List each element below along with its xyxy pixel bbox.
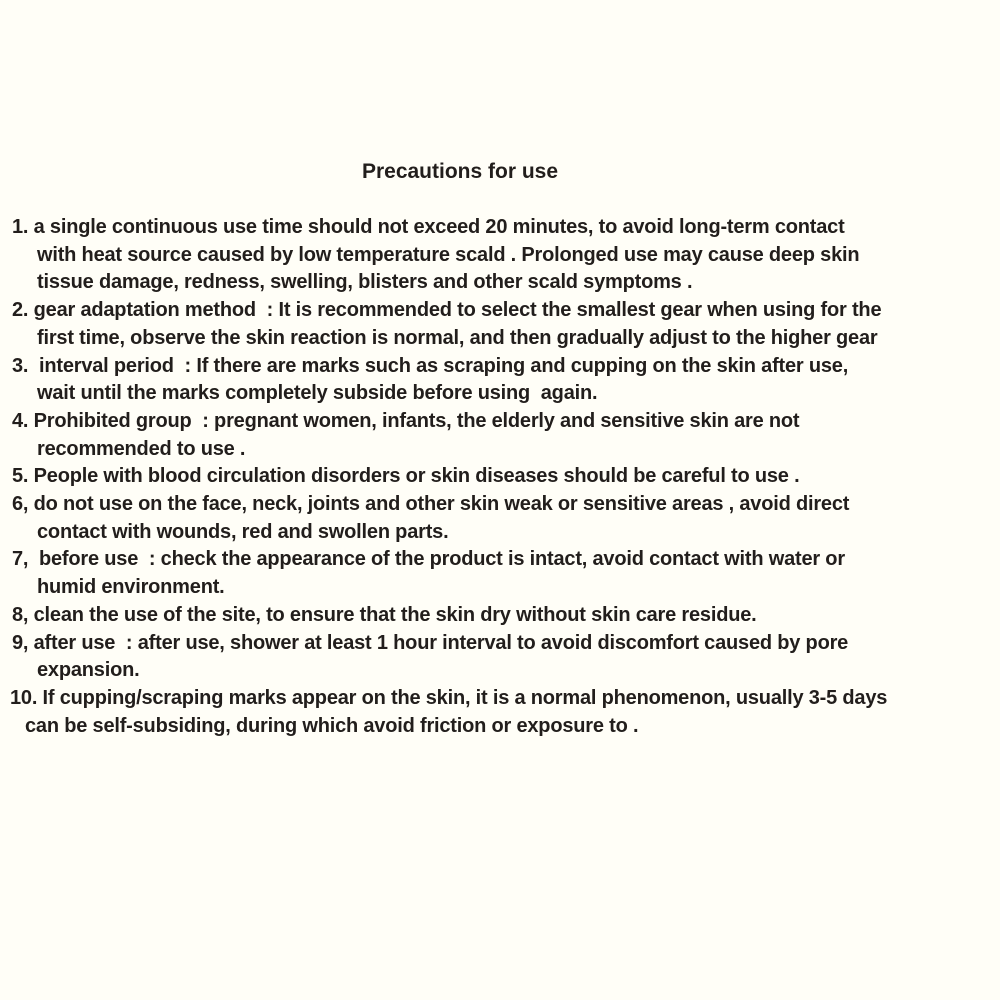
list-item-line: 9, after use : after use, shower at least 1 hour interval to avoid discomfort caused by pore <box>12 631 849 654</box>
list-item-line: with heat source caused by low temperature scald . Prolonged use may cause deep skin <box>37 243 860 266</box>
list-item-line: 7, before use : check the appearance of the product is intact, avoid contact with water or <box>12 548 845 571</box>
list-item-line: 8, clean the use of the site, to ensure that the skin dry without skin care residue. <box>12 603 757 626</box>
list-item <box>0 602 1000 630</box>
list-item-line: 10. If cupping/scraping marks appear on the skin, it is a normal phenomenon, usually 3-5 days <box>10 686 888 709</box>
list-item <box>0 214 1000 297</box>
list-item-line: expansion. <box>37 659 140 682</box>
list-item <box>0 297 1000 352</box>
list-item <box>0 463 1000 491</box>
precautions-list <box>0 214 1000 740</box>
list-item-line: wait until the marks completely subside before using again. <box>37 382 598 405</box>
list-item <box>0 353 1000 408</box>
list-item-line: 3. interval period : If there are marks such as scraping and cupping on the skin after use, <box>12 354 849 377</box>
list-item-line: recommended to use . <box>37 437 246 460</box>
list-item <box>0 408 1000 463</box>
list-item <box>0 630 1000 685</box>
list-item-line: 4. Prohibited group : pregnant women, infants, the elderly and sensitive skin are not <box>12 409 800 432</box>
list-item-line: can be self-subsiding, during which avoid friction or exposure to . <box>25 714 639 737</box>
list-item-line: humid environment. <box>37 576 225 599</box>
list-item-line: 1. a single continuous use time should not exceed 20 minutes, to avoid long-term contact <box>12 216 845 238</box>
list-item-line: first time, observe the skin reaction is normal, and then gradually adjust to the higher gear <box>37 326 878 349</box>
list-item <box>0 685 1000 740</box>
list-item <box>0 546 1000 601</box>
list-item-line: 2. gear adaptation method : It is recommended to select the smallest gear when using for the <box>12 299 882 322</box>
list-item-line: 6, do not use on the face, neck, joints and other skin weak or sensitive areas , avoid direct <box>12 493 850 516</box>
list-item-line: tissue damage, redness, swelling, blisters and other scald symptoms . <box>37 271 693 294</box>
list-item-line: contact with wounds, red and swollen parts. <box>37 520 449 543</box>
page-title: Precautions for use <box>361 160 559 183</box>
list-item-line: 5. People with blood circulation disorders or skin diseases should be careful to use . <box>12 465 800 488</box>
list-item <box>0 491 1000 546</box>
